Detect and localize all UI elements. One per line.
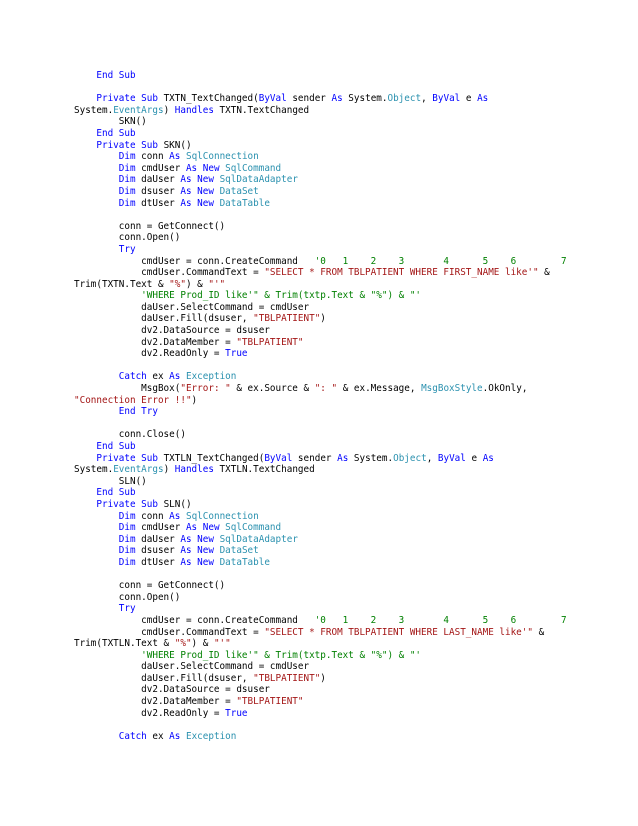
code-token-comment: '0 1 2 3 4 5 6 7 bbox=[314, 255, 567, 267]
code-token-plain: , bbox=[421, 93, 433, 105]
code-token-plain: & bbox=[532, 626, 545, 638]
code-token-plain: dsuser bbox=[135, 545, 181, 557]
code-line bbox=[74, 313, 618, 325]
code-token-keyword: As bbox=[169, 730, 181, 742]
code-token-keyword: Dim bbox=[118, 185, 136, 197]
code-token-plain: Trim(TXTLN.Text & bbox=[74, 638, 175, 650]
code-token-plain bbox=[74, 128, 96, 139]
code-token-comment: 'WHERE Prod_ID like'" & Trim(txtp.Text & "%") & "' bbox=[141, 649, 422, 661]
code-token-keyword: End Try bbox=[118, 406, 158, 418]
code-token-plain: ) bbox=[320, 313, 326, 325]
code-token-plain bbox=[74, 453, 96, 464]
code-line bbox=[74, 209, 618, 221]
code-line bbox=[74, 93, 618, 105]
code-token-plain: cmdUser.CommandText = bbox=[74, 626, 265, 638]
code-token-plain: dtUser bbox=[135, 197, 181, 209]
code-token-plain: SLN() bbox=[74, 475, 147, 487]
code-token-string-literal: "SELECT * FROM TBLPATIENT WHERE LAST_NAME like'" bbox=[264, 626, 533, 638]
code-line bbox=[74, 592, 618, 604]
code-token-plain bbox=[74, 174, 119, 185]
code-token-plain: daUser.SelectCommand = cmdUser bbox=[74, 661, 310, 673]
code-token-plain: dv2.ReadOnly = bbox=[74, 707, 226, 719]
code-token-keyword: Private Sub bbox=[96, 93, 158, 105]
code-token-keyword: As bbox=[477, 93, 489, 105]
code-line bbox=[74, 627, 618, 639]
code-token-string-literal: "TBLPATIENT" bbox=[236, 696, 304, 708]
code-token-keyword: As New bbox=[185, 162, 220, 174]
code-token-type-name: SqlConnection bbox=[185, 151, 259, 163]
code-token-plain: System. bbox=[342, 93, 388, 105]
code-token-type-name: EventArgs bbox=[113, 464, 164, 476]
code-token-type-name: SqlDataAdapter bbox=[219, 174, 298, 186]
code-token-keyword: As bbox=[331, 93, 343, 105]
code-line bbox=[74, 708, 618, 720]
code-token-plain: Trim(TXTN.Text & bbox=[74, 278, 170, 290]
code-line bbox=[74, 545, 618, 557]
code-token-keyword: Private Sub bbox=[96, 139, 158, 151]
code-token-type-name: DataTable bbox=[219, 197, 270, 209]
code-line bbox=[74, 534, 618, 546]
code-token-plain: cmdUser.CommandText = bbox=[74, 267, 265, 279]
code-token-string-literal: ": " bbox=[314, 383, 338, 395]
code-token-keyword: Dim bbox=[118, 556, 136, 568]
code-token-plain: SKN() bbox=[74, 116, 147, 128]
code-token-plain: cmdUser bbox=[135, 522, 186, 534]
code-token-plain bbox=[74, 371, 119, 382]
code-token-plain bbox=[74, 557, 119, 568]
code-line bbox=[74, 719, 618, 731]
code-token-plain: daUser.Fill(dsuser, bbox=[74, 672, 254, 684]
code-line bbox=[74, 105, 618, 117]
code-token-plain: dv2.DataMember = bbox=[74, 336, 237, 348]
code-token-plain bbox=[74, 545, 119, 556]
code-line bbox=[74, 348, 618, 360]
code-token-type-name: SqlConnection bbox=[185, 510, 259, 522]
code-token-keyword: Handles bbox=[174, 464, 214, 476]
code-line bbox=[74, 406, 618, 418]
code-token-plain: daUser.SelectCommand = cmdUser bbox=[74, 301, 310, 313]
code-line bbox=[74, 696, 618, 708]
code-token-keyword: Dim bbox=[118, 533, 136, 545]
code-line bbox=[74, 256, 618, 268]
code-token-plain: dv2.DataMember = bbox=[74, 696, 237, 708]
code-token-plain: & bbox=[538, 267, 550, 279]
code-token-plain: sender bbox=[286, 93, 332, 105]
code-token-keyword: As New bbox=[180, 556, 214, 568]
code-token-plain: System. bbox=[74, 464, 114, 476]
code-token-plain: ex bbox=[146, 730, 170, 742]
code-line bbox=[74, 163, 618, 175]
code-token-string-literal: "%" bbox=[169, 278, 186, 290]
code-token-plain: System. bbox=[348, 452, 394, 464]
code-token-plain: ex bbox=[146, 371, 170, 383]
code-token-keyword: Catch bbox=[118, 371, 147, 383]
code-line bbox=[74, 232, 618, 244]
code-token-plain: TXTN.TextChanged bbox=[213, 104, 310, 116]
code-token-plain: ) & bbox=[185, 278, 209, 290]
code-token-type-name: Exception bbox=[185, 730, 237, 742]
code-line bbox=[74, 302, 618, 314]
code-token-plain bbox=[74, 534, 119, 545]
code-token-plain bbox=[74, 650, 141, 661]
code-token-type-name: MsgBoxStyle bbox=[421, 383, 483, 395]
code-token-keyword: Dim bbox=[118, 510, 136, 522]
code-token-plain: e bbox=[460, 93, 478, 105]
code-token-string-literal: "'" bbox=[208, 278, 226, 290]
code-token-string-literal: "TBLPATIENT" bbox=[253, 672, 321, 684]
code-token-plain bbox=[74, 70, 96, 81]
code-token-plain: TXTLN_TextChanged( bbox=[157, 452, 265, 464]
code-line bbox=[74, 174, 618, 186]
code-line bbox=[74, 186, 618, 198]
code-line bbox=[74, 684, 618, 696]
code-token-plain: daUser.Fill(dsuser, bbox=[74, 313, 254, 325]
code-token-plain: System. bbox=[74, 104, 114, 116]
code-line bbox=[74, 198, 618, 210]
code-line bbox=[74, 603, 618, 615]
code-line bbox=[74, 290, 618, 302]
code-token-plain bbox=[74, 198, 119, 209]
code-token-plain: dv2.ReadOnly = bbox=[74, 348, 226, 360]
code-line bbox=[74, 82, 618, 94]
code-token-plain bbox=[74, 140, 96, 151]
code-line bbox=[74, 650, 618, 662]
code-line bbox=[74, 418, 618, 430]
code-token-plain: ) bbox=[320, 672, 326, 684]
code-token-plain: ) bbox=[163, 104, 175, 116]
code-token-plain bbox=[74, 163, 119, 174]
code-token-keyword: ByVal bbox=[258, 93, 287, 105]
code-token-type-name: DataSet bbox=[219, 545, 259, 557]
code-token-plain: ) bbox=[163, 464, 175, 476]
code-token-plain bbox=[74, 603, 119, 614]
code-token-keyword: As bbox=[169, 510, 181, 522]
code-line bbox=[74, 325, 618, 337]
code-token-keyword: As New bbox=[180, 197, 214, 209]
code-line bbox=[74, 487, 618, 499]
code-token-plain bbox=[74, 186, 119, 197]
code-token-plain: conn.Open() bbox=[74, 591, 181, 603]
code-token-plain bbox=[74, 441, 96, 452]
code-token-keyword: ByVal bbox=[264, 452, 293, 464]
code-token-type-name: Exception bbox=[185, 371, 237, 383]
code-token-plain: MsgBox( bbox=[74, 383, 181, 395]
code-token-plain: SKN() bbox=[157, 139, 192, 151]
code-token-plain: dsuser bbox=[135, 185, 181, 197]
code-line bbox=[74, 151, 618, 163]
code-token-plain bbox=[74, 511, 119, 522]
code-token-keyword: As bbox=[482, 452, 494, 464]
code-token-type-name: SqlDataAdapter bbox=[219, 533, 298, 545]
code-line bbox=[74, 476, 618, 488]
code-line bbox=[74, 221, 618, 233]
code-token-plain: , bbox=[426, 452, 438, 464]
code-token-keyword: ByVal bbox=[437, 452, 466, 464]
code-token-plain: cmdUser = conn.CreateCommand bbox=[74, 255, 315, 267]
code-token-string-literal: "'" bbox=[213, 638, 231, 650]
code-token-plain: daUser bbox=[135, 533, 181, 545]
code-token-keyword: True bbox=[225, 707, 248, 719]
code-token-plain: ) & bbox=[191, 638, 214, 650]
code-listing bbox=[74, 70, 618, 742]
code-token-keyword: As bbox=[169, 151, 181, 163]
code-token-plain: cmdUser = conn.CreateCommand bbox=[74, 614, 315, 626]
code-token-comment: 'WHERE Prod_ID like'" & Trim(txtp.Text & "%") & "' bbox=[141, 290, 422, 302]
code-token-type-name: SqlCommand bbox=[225, 522, 282, 534]
code-token-plain: .OkOnly, bbox=[482, 383, 528, 395]
code-token-string-literal: "TBLPATIENT" bbox=[236, 336, 304, 348]
code-line bbox=[74, 661, 618, 673]
code-token-string-literal: "SELECT * FROM TBLPATIENT WHERE FIRST_NAME like'" bbox=[264, 267, 539, 279]
code-token-keyword: As New bbox=[180, 533, 214, 545]
code-token-keyword: True bbox=[225, 348, 248, 360]
code-token-keyword: As New bbox=[180, 545, 214, 557]
code-line bbox=[74, 267, 618, 279]
code-token-plain: daUser bbox=[135, 174, 181, 186]
code-token-keyword: ByVal bbox=[432, 93, 461, 105]
code-token-plain bbox=[74, 499, 96, 510]
code-token-type-name: SqlCommand bbox=[225, 162, 282, 174]
code-line bbox=[74, 673, 618, 685]
code-token-plain: dv2.DataSource = dsuser bbox=[74, 684, 270, 696]
code-line bbox=[74, 70, 618, 82]
code-token-plain bbox=[74, 522, 119, 533]
code-token-plain bbox=[74, 487, 96, 498]
code-token-plain bbox=[74, 244, 119, 255]
code-token-plain: conn bbox=[135, 510, 170, 522]
code-token-keyword: End Sub bbox=[96, 127, 136, 139]
code-token-keyword: End Sub bbox=[96, 70, 136, 81]
code-token-plain bbox=[74, 151, 119, 162]
code-token-plain: cmdUser bbox=[135, 162, 186, 174]
code-line bbox=[74, 557, 618, 569]
code-token-string-literal: "Connection Error !!" bbox=[74, 394, 192, 406]
code-line bbox=[74, 569, 618, 581]
code-token-plain: conn = GetConnect() bbox=[74, 580, 226, 592]
code-token-plain: conn = GetConnect() bbox=[74, 220, 226, 232]
code-line bbox=[74, 337, 618, 349]
code-token-keyword: Dim bbox=[118, 522, 136, 534]
code-token-keyword: As bbox=[337, 452, 349, 464]
code-line bbox=[74, 464, 618, 476]
code-token-plain: TXTN_TextChanged( bbox=[157, 93, 259, 105]
code-token-keyword: End Sub bbox=[96, 441, 136, 452]
code-token-keyword: Dim bbox=[118, 174, 136, 186]
code-token-keyword: As New bbox=[180, 174, 214, 186]
code-token-keyword: As New bbox=[180, 185, 214, 197]
code-token-type-name: DataTable bbox=[219, 556, 270, 568]
code-token-keyword: Private Sub bbox=[96, 498, 158, 510]
code-token-type-name: DataSet bbox=[219, 185, 259, 197]
code-token-type-name: Object bbox=[387, 93, 422, 105]
code-token-keyword: Handles bbox=[174, 104, 214, 116]
code-line bbox=[74, 429, 618, 441]
code-token-keyword: As bbox=[169, 371, 181, 383]
code-line bbox=[74, 140, 618, 152]
code-token-keyword: Dim bbox=[118, 545, 136, 557]
code-line bbox=[74, 580, 618, 592]
code-line bbox=[74, 499, 618, 511]
code-token-plain bbox=[74, 93, 96, 104]
code-token-type-name: EventArgs bbox=[113, 104, 164, 116]
code-line bbox=[74, 511, 618, 523]
code-line bbox=[74, 383, 618, 395]
code-token-keyword: Try bbox=[118, 243, 136, 255]
code-token-keyword: Catch bbox=[118, 730, 147, 742]
code-token-string-literal: "TBLPATIENT" bbox=[253, 313, 321, 325]
code-token-type-name: Object bbox=[393, 452, 427, 464]
code-token-plain bbox=[74, 731, 119, 742]
code-token-keyword: End Sub bbox=[96, 487, 136, 499]
code-line bbox=[74, 116, 618, 128]
code-token-plain: dv2.DataSource = dsuser bbox=[74, 325, 270, 337]
code-line bbox=[74, 441, 618, 453]
code-token-plain: conn bbox=[135, 151, 170, 163]
code-token-keyword: Dim bbox=[118, 197, 136, 209]
code-line bbox=[74, 638, 618, 650]
code-token-keyword: Dim bbox=[118, 151, 136, 163]
code-token-keyword: Private Sub bbox=[96, 452, 158, 464]
code-token-keyword: Try bbox=[118, 603, 136, 615]
code-token-plain: conn.Close() bbox=[74, 429, 186, 441]
code-line bbox=[74, 244, 618, 256]
code-token-keyword: Dim bbox=[118, 162, 136, 174]
code-line bbox=[74, 395, 618, 407]
code-token-plain: sender bbox=[292, 452, 338, 464]
code-token-plain: & ex.Source & bbox=[230, 383, 315, 395]
code-line bbox=[74, 371, 618, 383]
code-line bbox=[74, 522, 618, 534]
code-token-plain: conn.Open() bbox=[74, 232, 181, 244]
code-token-plain: SLN() bbox=[157, 498, 192, 510]
code-line bbox=[74, 731, 618, 743]
code-token-plain: dtUser bbox=[135, 556, 181, 568]
code-line bbox=[74, 615, 618, 627]
code-token-plain: & ex.Message, bbox=[337, 383, 422, 395]
code-token-plain bbox=[74, 290, 141, 301]
code-token-string-literal: "%" bbox=[174, 638, 192, 650]
code-token-plain: e bbox=[465, 452, 483, 464]
code-token-plain: TXTLN.TextChanged bbox=[213, 464, 315, 476]
code-line bbox=[74, 279, 618, 291]
code-token-comment: '0 1 2 3 4 5 6 7 bbox=[314, 614, 567, 626]
code-line bbox=[74, 128, 618, 140]
code-line bbox=[74, 360, 618, 372]
code-line bbox=[74, 453, 618, 465]
code-token-plain bbox=[74, 406, 119, 417]
code-token-keyword: As New bbox=[185, 522, 220, 534]
code-token-plain: ) bbox=[191, 394, 198, 406]
code-token-string-literal: "Error: " bbox=[180, 383, 231, 395]
